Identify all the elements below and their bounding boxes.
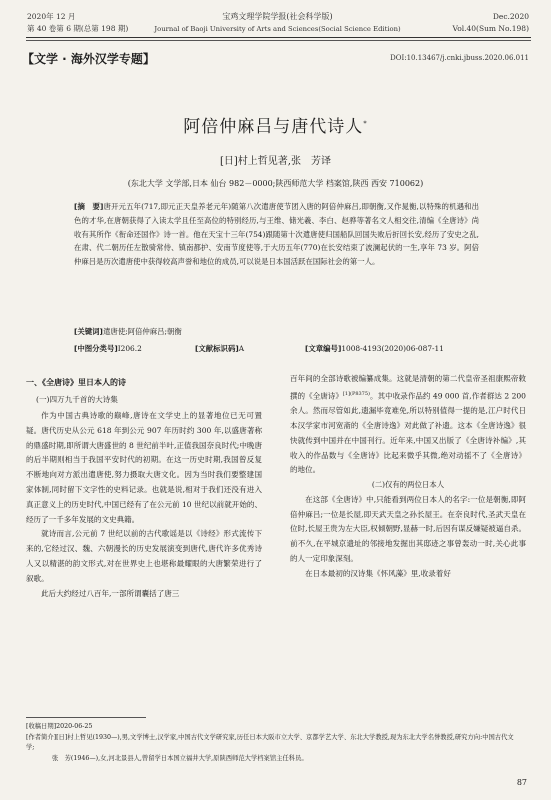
article-title: 阿倍仲麻吕与唐代诗人*	[183, 117, 368, 137]
keywords-label: [关键词]	[74, 327, 103, 336]
footnote-rule	[26, 717, 146, 718]
footnote-author-2: 张 芳(1946—),女,河北景县人,曾留学日本国立福井大学,原陕西师范大学档案馆主任科员。	[52, 754, 308, 762]
keywords-text: 遣唐使;阿倍仲麻吕;朝衡	[102, 327, 182, 336]
footnote-author-1: [作者简介][日]村上哲见(1930—),男,文学博士,汉学家,中国古代文学研究家,历任日本大阪市立大学、京都学艺大学、东北大学教授,现为东北大学名誉教授,研究方向:中国古代文学;	[26, 733, 514, 751]
footnotes	[26, 722, 521, 764]
left-column	[26, 409, 262, 601]
heading-subsection-2: (二)仅有的两位日本人	[371, 480, 445, 490]
header-volume: 第 40 卷第 6 期(总第 198 期)	[27, 24, 129, 33]
paragraph: 百年间的全部诗歌被编纂成集。这就是清朝的第二代皇帝圣祖康熙帝敕撰的《全唐诗》$^{[1](P8375)}$。其中收录作品约 49 000 首,作者群达 2 200 余人。然而尽管如此,遗漏毕竟难免,所以特别值得一提的是,江户时代日本汉学家市河宽斋的《全唐诗逸》对此做了补遗。这本《全唐诗逸》很快就传到中国并在中国刊行。近年来,中国又出版了《全唐诗补编》,其收入的作品数与《全唐诗》比起来微乎其微,绝对动摇不了《全唐诗》的地位。	[290, 374, 526, 475]
heading-subsection-1: (一)四万九千首的大诗集	[36, 395, 118, 404]
heading-section-1: 一、《全唐诗》里日本人的诗	[26, 378, 126, 387]
article-number: [文章编号]1008-4193(2020)06-087-11	[305, 344, 444, 353]
keywords	[74, 325, 479, 339]
doi: DOI:10.13467/j.cnki.jbuss.2020.06.011	[390, 54, 529, 62]
header-volume-en: Vol.40(Sum No.198)	[452, 24, 529, 33]
abstract	[74, 200, 479, 269]
paragraph: 作为中国古典诗歌的巅峰,唐诗在文学史上的显著地位已无可置疑。唐代历史从公元 618 年到公元 907 年历时约 300 年,以盛唐著称的鼎盛时期,即所谓大唐盛世的 8 世纪前半叶,正值我国奈良时代;中晚唐的后半期则相当于我国平安时代的初期。在这一历史时期,我国曾反复不断地向对方派出遣唐使,努力摄取大唐文化。因为当时我们要整建国家体制,同时留下文字性的史料记录。也就是说,相对于我们还没有进入真正意义上的历史时代,中国已经有了在公元前 10 世纪以前就开始的、经历了一千多年发展的文史典籍。	[26, 411, 262, 524]
authors: [日]村上哲见著,张 芳译	[220, 156, 331, 167]
paragraph: 就诗而言,公元前 7 世纪以前的古代歌谣是以《诗经》形式流传下来的,它经过汉、魏、六朝漫长的历史发展演变到唐代,唐代许多优秀诗人又以精湛的韵文形式,对在世界史上也堪称最耀眼的大唐繁荣进行了叙歌。	[26, 529, 262, 583]
header-journal-cn: 宝鸡文理学院学报(社会科学版)	[222, 12, 333, 21]
right-column	[290, 372, 526, 582]
header-rule-thin	[26, 40, 531, 41]
affiliation: (东北大学 文学部,日本 仙台 982－0000;陕西师范大学 档案馆,陕西 西安 710062)	[127, 179, 424, 188]
header-journal-en: Journal of Baoji University of Arts and Sciences(Social Science Edition)	[154, 25, 401, 33]
paragraph: 在日本最初的汉诗集《怀风藻》里,收录着好	[305, 568, 451, 578]
header-rule	[26, 37, 531, 38]
clc-number: [中图分类号]I206.2	[74, 344, 142, 353]
header-date: 2020年 12 月	[27, 12, 76, 21]
header-date-en: Dec.2020	[492, 12, 529, 21]
section-tag: 【文学 · 海外汉学专题】	[22, 52, 155, 66]
abstract-label: [摘 要]	[74, 202, 104, 211]
document-code: [文献标识码]A	[195, 344, 245, 353]
paragraph: 在这部《全唐诗》中,只能看到两位日本人的名字:一位是朝衡,即阿倍仲麻吕;一位是长屋,即天武天皇之孙长屋王。在奈良时代,圣武天皇在位时,长屋王贵为左大臣,权倾朝野,显赫一时,后因有谋反嫌疑被逼自杀。前不久,在平城京遗址的邻接地发掘出其邸迹之事曾轰动一时,关心此事的人一定印象深刻。	[290, 494, 527, 564]
paragraph: 此后大约经过八百年,一部所谓囊括了唐三	[41, 588, 180, 598]
page-number: 87	[516, 778, 527, 787]
abstract-text: 唐开元五年(717,即元正天皇养老元年)随第八次遣唐使节团入唐的阿倍仲麻吕,即朝衡,又作晁衡,以特殊的机遇和出色的才华,在唐朝获得了入读太学且任至高位的特别经历,与王维、储光羲、李白、赵骅等著名文人相交往,清编《全唐诗》尚收有其所作《衔命还国作》诗一首。他在天宝十三年(754)跟随第十次遣唐使归国船队回国失败后折回长安,经历了安史之乱,在肃、代二朝历任左散骑常侍、镇南都护、安南节度使等,于大历五年(770)在长安结束了波澜起伏的一生,享年 73 岁。阿倍仲麻吕是历次遣唐使中获得较高声誉和地位的成员,可以说是日本国活跃在国际社会的第一人。	[74, 202, 479, 267]
footnote-received: [收稿日期]2020-06-25	[26, 723, 93, 730]
